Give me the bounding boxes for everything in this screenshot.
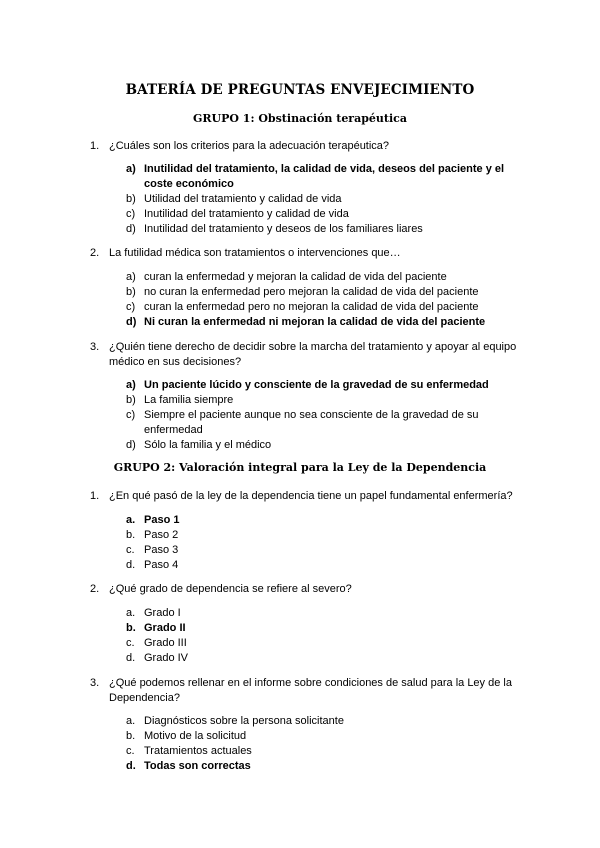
option-a: a. Grado I: [126, 607, 181, 619]
question-text: ¿Qué grado de dependencia se refiere al severo?: [109, 583, 352, 595]
document-title: BATERÍA DE PREGUNTAS ENVEJECIMIENTO: [125, 82, 475, 98]
options-list-1-3: [126, 378, 516, 453]
option-a: a. Diagnósticos sobre la persona solicitante: [126, 715, 344, 727]
option-c: c. Tratamientos actuales: [126, 745, 252, 757]
question-text: ¿Cuáles son los criterios para la adecuación terapéutica?: [109, 140, 390, 152]
option-b: b. Paso 2: [126, 529, 179, 541]
option-a: a) Inutilidad del tratamiento, la calidad de vida, deseos del paciente y el coste económico: [126, 163, 505, 190]
question-number: 2.: [90, 583, 100, 595]
option-d: d) Sólo la familia y el médico: [126, 439, 272, 451]
question-number: 2.: [90, 247, 100, 259]
options-list-2-3: [126, 714, 516, 774]
question-text: ¿Qué podemos rellenar en el informe sobre condiciones de salud para la Ley de la Dependencia?: [109, 677, 512, 704]
question-number: 3.: [90, 341, 100, 353]
options-list-2-1: [126, 513, 516, 573]
options-list-2-2: [126, 606, 516, 666]
option-b: b. Motivo de la solicitud: [126, 730, 247, 742]
option-b: b) Utilidad del tratamiento y calidad de vida: [126, 193, 342, 205]
question-text: ¿En qué pasó de la ley de la dependencia tiene un papel fundamental enfermería?: [109, 490, 513, 502]
question-text: ¿Quién tiene derecho de decidir sobre la marcha del tratamiento y apoyar al equipo médico en sus decisiones?: [109, 341, 517, 368]
option-d: d. Grado IV: [126, 652, 189, 664]
option-b: b. Grado II: [126, 622, 186, 634]
question-text: La futilidad médica son tratamientos o intervenciones que…: [109, 247, 401, 259]
option-b: b) no curan la enfermedad pero mejoran la calidad de vida del paciente: [126, 286, 479, 298]
options-list-1-1: [126, 162, 516, 237]
option-c: c) Siempre el paciente aunque no sea consciente de la gravedad de su enfermedad: [126, 409, 479, 436]
option-d: d. Paso 4: [126, 559, 179, 571]
option-c: c. Paso 3: [126, 544, 179, 556]
question-number: 1.: [90, 490, 100, 502]
option-d: d. Todas son correctas: [126, 760, 251, 772]
option-c: c. Grado III: [126, 637, 187, 649]
group-2-title: GRUPO 2: Valoración integral para la Ley de la Dependencia: [113, 461, 487, 474]
group-1-title: GRUPO 1: Obstinación terapéutica: [192, 112, 408, 125]
question-number: 1.: [90, 140, 100, 152]
option-b: b) La familia siempre: [126, 394, 234, 406]
option-a: a) Un paciente lúcido y consciente de la gravedad de su enfermedad: [126, 379, 489, 391]
option-d: d) Inutilidad del tratamiento y deseos de los familiares liares: [126, 223, 423, 235]
option-d: d) Ni curan la enfermedad ni mejoran la calidad de vida del paciente: [126, 316, 486, 328]
option-c: c) Inutilidad del tratamiento y calidad de vida: [126, 208, 349, 220]
option-a: a. Paso 1: [126, 514, 180, 526]
options-list-1-2: [126, 270, 516, 330]
option-c: c) curan la enfermedad pero no mejoran la calidad de vida del paciente: [126, 301, 479, 313]
option-a: a) curan la enfermedad y mejoran la calidad de vida del paciente: [126, 271, 447, 283]
question-number: 3.: [90, 677, 100, 689]
